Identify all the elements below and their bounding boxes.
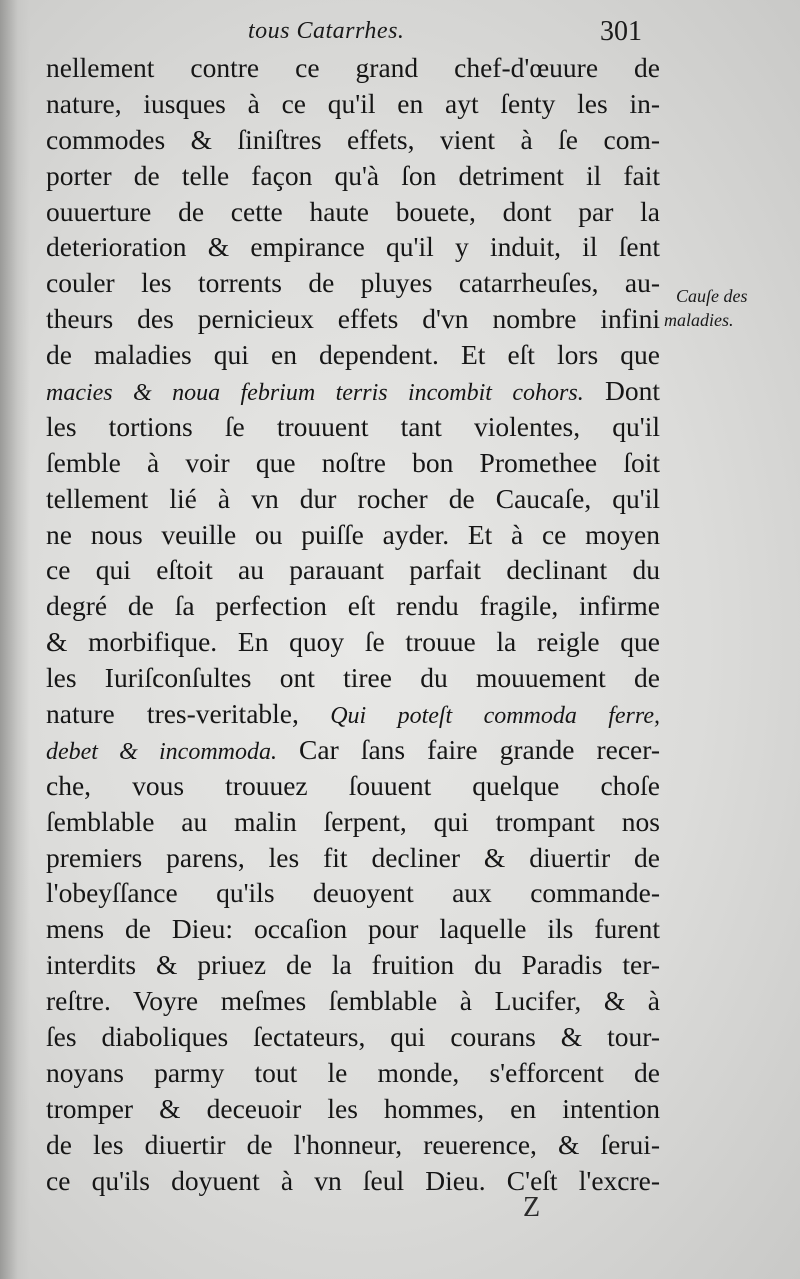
text-line-roman: nature tres-veritable,: [46, 698, 299, 730]
text-line-italic: debet & incommoda.: [46, 738, 277, 765]
text-line-roman: les Iuriſconſultes ont tiree du mouuement de: [46, 662, 660, 694]
text-line: [46, 1019, 660, 1055]
text-line: [46, 373, 660, 409]
text-line: [46, 696, 660, 732]
text-line: [46, 265, 660, 301]
text-line-roman: premiers parens, les fit decliner & diuertir de: [46, 841, 660, 873]
text-line-roman: porter de telle façon qu'à ſon detriment il fait: [46, 159, 660, 191]
body-text: [46, 50, 660, 1199]
text-line: [46, 301, 660, 337]
text-line: [46, 732, 660, 768]
text-line-roman: couler les torrents de pluyes catarrheuſes, au-: [46, 267, 660, 299]
text-line-roman: deterioration & empirance qu'il y induit, il ſent: [46, 231, 660, 263]
text-line-roman: che, vous trouuez ſouuent quelque choſe: [46, 769, 660, 801]
signature-mark: Z: [523, 1192, 541, 1223]
text-line-roman: noyans parmy tout le monde, s'efforcent de: [46, 1056, 660, 1088]
margin-note-line: Cauſe des: [676, 286, 748, 306]
text-line: [46, 552, 660, 588]
text-line: [46, 840, 660, 876]
text-line-roman: ouuerture de cette haute bouete, dont par la: [46, 195, 660, 227]
text-line: [46, 445, 660, 481]
text-line: [46, 1127, 660, 1163]
text-line-roman: ſemblable au malin ſerpent, qui trompant nos: [46, 805, 660, 837]
text-line: [46, 1091, 660, 1127]
text-line-roman: tromper & deceuoir les hommes, en intention: [46, 1092, 660, 1124]
text-line-roman: nellement contre ce grand chef-d'œuure de: [46, 52, 660, 83]
margin-note-line: maladies.: [664, 310, 734, 330]
text-line: [46, 804, 660, 840]
text-line: [46, 983, 660, 1019]
text-line: [46, 158, 660, 194]
text-line-roman: ſemble à voir que noſtre bon Promethee ſoit: [46, 446, 660, 478]
text-line-roman: Car ſans faire grande recer-: [277, 733, 660, 765]
text-line: [46, 50, 660, 86]
text-line-roman: ſes diaboliques ſectateurs, qui courans & tour-: [46, 1021, 660, 1053]
text-line: [46, 1163, 660, 1199]
text-line: [46, 517, 660, 553]
text-line: [46, 660, 660, 696]
text-line-roman: degré de ſa perfection eſt rendu fragile, infirme: [46, 590, 660, 622]
text-line: [46, 337, 660, 373]
text-line-roman: reſtre. Voyre meſmes ſemblable à Lucifer, & à: [46, 985, 660, 1017]
text-line-roman: commodes & ſiniſtres effets, vient à ſe com-: [46, 123, 660, 155]
text-line-italic: macies & noua febrium terris incombit cohors.: [46, 380, 584, 407]
text-line: [46, 86, 660, 122]
text-line: [46, 768, 660, 804]
running-head: [0, 14, 800, 50]
text-line: [46, 588, 660, 624]
text-line: [46, 122, 660, 158]
text-line-roman: Dont: [583, 375, 660, 407]
text-line: [46, 947, 660, 983]
text-line: [46, 911, 660, 947]
text-line: [46, 194, 660, 230]
page-number: 301: [600, 16, 642, 47]
text-line: [46, 875, 660, 911]
text-line-roman: de les diuertir de l'honneur, reuerence, & ſerui-: [46, 1128, 660, 1160]
text-line-roman: l'obeyſſance qu'ils deuoyent aux commande-: [46, 877, 660, 909]
margin-note: [664, 284, 794, 332]
text-line-roman: interdits & priuez de la fruition du Paradis ter-: [46, 949, 660, 981]
text-line: [46, 481, 660, 517]
text-line-roman: tellement lié à vn dur rocher de Caucaſe, qu'il: [46, 482, 660, 514]
text-line-roman: nature, iusques à ce qu'il en ayt ſenty les in-: [46, 87, 660, 119]
text-line-italic: Qui poteſt commoda ferre,: [298, 703, 660, 730]
text-line-roman: de maladies qui en dependent. Et eſt lors que: [46, 339, 660, 371]
text-line-roman: mens de Dieu: occaſion pour laquelle ils furent: [46, 913, 660, 945]
text-line-roman: ce qu'ils doyuent à vn ſeul Dieu. C'eſt l'excre-: [46, 1164, 660, 1196]
text-line: [46, 624, 660, 660]
text-line-roman: les tortions ſe trouuent tant violentes, qu'il: [46, 410, 660, 442]
text-line: [46, 229, 660, 265]
text-line-roman: theurs des pernicieux effets d'vn nombre infini: [46, 303, 660, 335]
gutter-shadow: [0, 0, 30, 1279]
text-line-roman: & morbifique. En quoy ſe trouue la reigle que: [46, 626, 660, 658]
text-line-roman: ce qui eſtoit au parauant parfait declinant du: [46, 554, 660, 586]
text-line-roman: ne nous veuille ou puiſſe ayder. Et à ce moyen: [46, 518, 660, 550]
text-line: [46, 409, 660, 445]
text-line: [46, 1055, 660, 1091]
running-title: tous Catarrhes.: [248, 18, 405, 44]
